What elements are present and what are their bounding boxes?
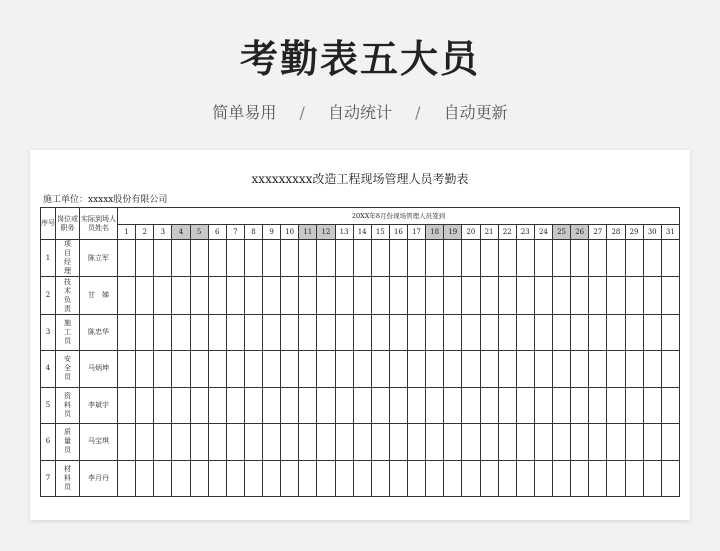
signin-cell[interactable] (299, 277, 317, 314)
signin-cell[interactable] (625, 277, 643, 314)
row-seq: 5 (41, 387, 56, 423)
signin-cell[interactable] (553, 240, 571, 277)
signin-cell[interactable] (516, 240, 534, 277)
signin-cell[interactable] (299, 351, 317, 387)
day-header: 25 (553, 225, 571, 240)
signin-cell[interactable] (625, 240, 643, 277)
signin-cell[interactable] (661, 314, 679, 350)
row-post: 项目经理 (56, 240, 80, 277)
signin-cell[interactable] (172, 460, 190, 496)
signin-cell[interactable] (136, 314, 154, 350)
signin-cell[interactable] (462, 240, 480, 277)
row-post: 资料员 (56, 387, 80, 423)
day-header-row (41, 225, 680, 240)
feature-easy: 简单易用 (212, 103, 277, 122)
signin-cell[interactable] (371, 351, 389, 387)
signin-cell[interactable] (281, 277, 299, 314)
signin-cell[interactable] (589, 460, 607, 496)
table-row (41, 351, 680, 387)
signin-cell[interactable] (263, 424, 281, 460)
signin-cell[interactable] (571, 424, 589, 460)
signin-cell[interactable] (408, 460, 426, 496)
day-header: 29 (625, 225, 643, 240)
signin-cell[interactable] (317, 351, 335, 387)
signin-cell[interactable] (371, 424, 389, 460)
day-header: 13 (335, 225, 353, 240)
signin-cell[interactable] (353, 424, 371, 460)
signin-cell[interactable] (589, 277, 607, 314)
signin-cell[interactable] (154, 460, 172, 496)
signin-cell[interactable] (444, 277, 462, 314)
signin-cell[interactable] (299, 460, 317, 496)
signin-cell[interactable] (190, 424, 208, 460)
signin-cell[interactable] (317, 240, 335, 277)
signin-cell[interactable] (480, 351, 498, 387)
signin-cell[interactable] (444, 424, 462, 460)
signin-cell[interactable] (607, 314, 625, 350)
day-header: 9 (263, 225, 281, 240)
feature-list (0, 100, 720, 123)
signin-cell[interactable] (534, 351, 552, 387)
signin-cell[interactable] (118, 277, 136, 314)
signin-cell[interactable] (589, 424, 607, 460)
day-header: 4 (172, 225, 190, 240)
signin-cell[interactable] (426, 277, 444, 314)
signin-cell[interactable] (154, 314, 172, 350)
signin-cell[interactable] (226, 387, 244, 423)
signin-cell[interactable] (408, 314, 426, 350)
signin-cell[interactable] (389, 240, 407, 277)
signin-cell[interactable] (607, 460, 625, 496)
signin-cell[interactable] (371, 277, 389, 314)
signin-cell[interactable] (444, 387, 462, 423)
signin-cell[interactable] (208, 277, 226, 314)
signin-cell[interactable] (607, 424, 625, 460)
signin-cell[interactable] (516, 351, 534, 387)
signin-cell[interactable] (371, 460, 389, 496)
signin-cell[interactable] (172, 351, 190, 387)
signin-cell[interactable] (335, 387, 353, 423)
signin-cell[interactable] (625, 314, 643, 350)
signin-cell[interactable] (553, 460, 571, 496)
signin-cell[interactable] (244, 351, 262, 387)
row-seq: 3 (41, 314, 56, 350)
signin-cell[interactable] (571, 387, 589, 423)
signin-cell[interactable] (371, 387, 389, 423)
signin-cell[interactable] (335, 351, 353, 387)
signin-cell[interactable] (317, 424, 335, 460)
signin-cell[interactable] (607, 351, 625, 387)
signin-cell[interactable] (154, 240, 172, 277)
signin-cell[interactable] (208, 351, 226, 387)
name-header: 实际到场人员姓名 (80, 208, 118, 240)
signin-cell[interactable] (226, 460, 244, 496)
signin-cell[interactable] (208, 240, 226, 277)
row-seq: 2 (41, 277, 56, 314)
signin-cell[interactable] (208, 387, 226, 423)
row-name: 李斌宇 (80, 387, 118, 423)
row-seq: 6 (41, 424, 56, 460)
signin-cell[interactable] (534, 460, 552, 496)
signin-cell[interactable] (661, 424, 679, 460)
signin-cell[interactable] (118, 240, 136, 277)
signin-cell[interactable] (462, 460, 480, 496)
day-header: 6 (208, 225, 226, 240)
signin-cell[interactable] (534, 240, 552, 277)
signin-cell[interactable] (136, 424, 154, 460)
signin-cell[interactable] (444, 351, 462, 387)
row-seq: 7 (41, 460, 56, 496)
signin-cell[interactable] (263, 240, 281, 277)
signin-cell[interactable] (589, 351, 607, 387)
row-post: 技术负责 (56, 277, 80, 314)
signin-cell[interactable] (480, 314, 498, 350)
signin-cell[interactable] (226, 314, 244, 350)
signin-cell[interactable] (589, 240, 607, 277)
signin-cell[interactable] (498, 387, 516, 423)
day-header: 16 (389, 225, 407, 240)
row-name: 马炳坤 (80, 351, 118, 387)
signin-cell[interactable] (299, 387, 317, 423)
signin-cell[interactable] (317, 387, 335, 423)
signin-cell[interactable] (154, 424, 172, 460)
table-row (41, 387, 680, 423)
signin-cell[interactable] (498, 314, 516, 350)
signin-cell[interactable] (643, 277, 661, 314)
signin-cell[interactable] (172, 424, 190, 460)
signin-cell[interactable] (136, 240, 154, 277)
day-header: 8 (244, 225, 262, 240)
signin-cell[interactable] (462, 314, 480, 350)
signin-cell[interactable] (244, 424, 262, 460)
row-seq: 1 (41, 240, 56, 277)
table-row (41, 314, 680, 350)
signin-cell[interactable] (299, 240, 317, 277)
signin-cell[interactable] (534, 314, 552, 350)
day-header: 23 (516, 225, 534, 240)
signin-cell[interactable] (516, 314, 534, 350)
signin-cell[interactable] (408, 351, 426, 387)
day-header: 15 (371, 225, 389, 240)
signin-cell[interactable] (244, 460, 262, 496)
signin-cell[interactable] (607, 240, 625, 277)
signin-cell[interactable] (643, 460, 661, 496)
signin-cell[interactable] (226, 277, 244, 314)
row-name: 李月丹 (80, 460, 118, 496)
table-row (41, 277, 680, 314)
signin-cell[interactable] (226, 424, 244, 460)
signin-cell[interactable] (661, 351, 679, 387)
table-row (41, 424, 680, 460)
signin-cell[interactable] (553, 277, 571, 314)
feature-auto-update: 自动更新 (443, 103, 508, 122)
signin-cell[interactable] (498, 351, 516, 387)
signin-cell[interactable] (281, 314, 299, 350)
row-post: 施工员 (56, 314, 80, 350)
signin-cell[interactable] (444, 240, 462, 277)
signin-cell[interactable] (426, 424, 444, 460)
signin-cell[interactable] (516, 460, 534, 496)
signin-cell[interactable] (154, 351, 172, 387)
post-header: 岗位或职务 (56, 208, 80, 240)
signin-cell[interactable] (172, 277, 190, 314)
signin-cell[interactable] (136, 460, 154, 496)
day-header: 5 (190, 225, 208, 240)
signin-cell[interactable] (244, 314, 262, 350)
signin-cell[interactable] (190, 351, 208, 387)
signin-cell[interactable] (299, 424, 317, 460)
signin-cell[interactable] (516, 277, 534, 314)
day-header: 2 (136, 225, 154, 240)
signin-cell[interactable] (498, 240, 516, 277)
signin-cell[interactable] (190, 387, 208, 423)
signin-cell[interactable] (534, 277, 552, 314)
separator: / (299, 103, 305, 122)
signin-cell[interactable] (643, 314, 661, 350)
day-header: 18 (426, 225, 444, 240)
signin-cell[interactable] (389, 460, 407, 496)
signin-cell[interactable] (226, 351, 244, 387)
signin-cell[interactable] (317, 460, 335, 496)
signin-cell[interactable] (353, 314, 371, 350)
row-seq: 4 (41, 351, 56, 387)
signin-cell[interactable] (426, 240, 444, 277)
day-header: 7 (226, 225, 244, 240)
signin-cell[interactable] (426, 460, 444, 496)
signin-cell[interactable] (389, 387, 407, 423)
signin-cell[interactable] (335, 424, 353, 460)
day-header: 12 (317, 225, 335, 240)
day-header: 27 (589, 225, 607, 240)
row-name: 陈立军 (80, 240, 118, 277)
signin-cell[interactable] (625, 387, 643, 423)
signin-cell[interactable] (480, 460, 498, 496)
day-header: 26 (571, 225, 589, 240)
signin-cell[interactable] (571, 277, 589, 314)
signin-cell[interactable] (335, 277, 353, 314)
signin-cell[interactable] (335, 240, 353, 277)
signin-cell[interactable] (498, 424, 516, 460)
signin-cell[interactable] (480, 424, 498, 460)
signin-cell[interactable] (426, 387, 444, 423)
signin-cell[interactable] (480, 277, 498, 314)
signin-cell[interactable] (353, 277, 371, 314)
signin-cell[interactable] (263, 277, 281, 314)
signin-cell[interactable] (353, 387, 371, 423)
signin-cell[interactable] (281, 424, 299, 460)
signin-cell[interactable] (643, 387, 661, 423)
signin-cell[interactable] (190, 277, 208, 314)
seq-header: 序号 (41, 208, 56, 240)
signin-cell[interactable] (190, 314, 208, 350)
page-title: 考勤表五大员 (239, 37, 480, 81)
attendance-sheet (30, 150, 690, 520)
signin-cell[interactable] (353, 351, 371, 387)
signin-cell[interactable] (136, 387, 154, 423)
day-header: 22 (498, 225, 516, 240)
signin-cell[interactable] (661, 387, 679, 423)
signin-cell[interactable] (335, 314, 353, 350)
signin-cell[interactable] (389, 351, 407, 387)
attendance-table (40, 207, 680, 497)
signin-cell[interactable] (553, 387, 571, 423)
signin-cell[interactable] (118, 460, 136, 496)
signin-cell[interactable] (516, 424, 534, 460)
signin-cell[interactable] (480, 387, 498, 423)
row-name: 陈忠华 (80, 314, 118, 350)
signin-cell[interactable] (462, 387, 480, 423)
signin-cell[interactable] (589, 387, 607, 423)
table-row (41, 240, 680, 277)
row-name: 甘 娣 (80, 277, 118, 314)
day-header: 24 (534, 225, 552, 240)
day-header: 1 (118, 225, 136, 240)
signin-cell[interactable] (408, 387, 426, 423)
signin-cell[interactable] (625, 351, 643, 387)
signin-cell[interactable] (571, 460, 589, 496)
table-row (41, 460, 680, 496)
signin-cell[interactable] (643, 240, 661, 277)
signin-cell[interactable] (589, 314, 607, 350)
signin-cell[interactable] (208, 424, 226, 460)
signin-cell[interactable] (244, 387, 262, 423)
signin-cell[interactable] (190, 240, 208, 277)
signin-cell[interactable] (534, 424, 552, 460)
signin-cell[interactable] (172, 240, 190, 277)
signin-cell[interactable] (136, 351, 154, 387)
signin-cell[interactable] (426, 351, 444, 387)
signin-cell[interactable] (281, 460, 299, 496)
signin-cell[interactable] (118, 387, 136, 423)
sheet-title: xxxxxxxxx改造工程现场管理人员考勤表 (251, 172, 469, 186)
signin-cell[interactable] (571, 240, 589, 277)
day-header: 10 (281, 225, 299, 240)
signin-cell[interactable] (389, 424, 407, 460)
signin-cell[interactable] (263, 460, 281, 496)
day-header: 11 (299, 225, 317, 240)
day-header: 17 (408, 225, 426, 240)
signin-cell[interactable] (118, 314, 136, 350)
signin-cell[interactable] (226, 240, 244, 277)
signin-cell[interactable] (643, 351, 661, 387)
unit-label: 施工单位：xxxxx股份有限公司 (43, 195, 168, 205)
signin-cell[interactable] (553, 351, 571, 387)
day-header: 19 (444, 225, 462, 240)
signin-cell[interactable] (408, 240, 426, 277)
signin-cell[interactable] (462, 277, 480, 314)
signin-cell[interactable] (625, 424, 643, 460)
signin-cell[interactable] (444, 314, 462, 350)
day-header: 28 (607, 225, 625, 240)
row-post: 材料员 (56, 460, 80, 496)
signin-cell[interactable] (281, 387, 299, 423)
signin-cell[interactable] (371, 314, 389, 350)
row-post: 质量员 (56, 424, 80, 460)
signin-cell[interactable] (353, 240, 371, 277)
signin-cell[interactable] (571, 314, 589, 350)
signin-cell[interactable] (371, 240, 389, 277)
header-row (41, 208, 680, 225)
day-header: 30 (643, 225, 661, 240)
signin-cell[interactable] (136, 277, 154, 314)
signin-cell[interactable] (118, 351, 136, 387)
day-header: 14 (353, 225, 371, 240)
signin-cell[interactable] (317, 277, 335, 314)
signin-cell[interactable] (154, 387, 172, 423)
signin-cell[interactable] (553, 314, 571, 350)
day-header: 31 (661, 225, 679, 240)
signin-cell[interactable] (353, 460, 371, 496)
signin-cell[interactable] (534, 387, 552, 423)
signin-cell[interactable] (643, 424, 661, 460)
signin-cell[interactable] (281, 240, 299, 277)
day-header: 3 (154, 225, 172, 240)
signin-cell[interactable] (154, 277, 172, 314)
signin-cell[interactable] (208, 460, 226, 496)
signin-cell[interactable] (426, 314, 444, 350)
signin-cell[interactable] (263, 314, 281, 350)
signin-cell[interactable] (335, 460, 353, 496)
signin-cell[interactable] (607, 387, 625, 423)
signin-cell[interactable] (299, 314, 317, 350)
signin-cell[interactable] (498, 460, 516, 496)
signin-cell[interactable] (172, 314, 190, 350)
signin-cell[interactable] (389, 314, 407, 350)
signin-cell[interactable] (208, 314, 226, 350)
signin-cell[interactable] (462, 351, 480, 387)
signin-cell[interactable] (462, 424, 480, 460)
signin-cell[interactable] (607, 277, 625, 314)
signin-cell[interactable] (480, 240, 498, 277)
signin-cell[interactable] (661, 460, 679, 496)
day-header: 21 (480, 225, 498, 240)
signin-cell[interactable] (516, 387, 534, 423)
signin-cell[interactable] (389, 277, 407, 314)
signin-cell[interactable] (281, 351, 299, 387)
signin-cell[interactable] (244, 240, 262, 277)
signin-cell[interactable] (244, 277, 262, 314)
signin-cell[interactable] (190, 460, 208, 496)
signin-cell[interactable] (172, 387, 190, 423)
signin-cell[interactable] (317, 314, 335, 350)
signin-cell[interactable] (553, 424, 571, 460)
signin-cell[interactable] (263, 387, 281, 423)
row-post: 安全员 (56, 351, 80, 387)
signin-cell[interactable] (118, 424, 136, 460)
separator: / (415, 103, 421, 122)
signin-span-header: 20XX年8月份现场管理人员签到 (118, 208, 680, 225)
row-name: 马宝琪 (80, 424, 118, 460)
signin-cell[interactable] (661, 277, 679, 314)
signin-cell[interactable] (444, 460, 462, 496)
signin-cell[interactable] (498, 277, 516, 314)
signin-cell[interactable] (408, 277, 426, 314)
day-header: 20 (462, 225, 480, 240)
feature-auto-stats: 自动统计 (327, 103, 392, 122)
signin-cell[interactable] (571, 351, 589, 387)
signin-cell[interactable] (661, 240, 679, 277)
signin-cell[interactable] (625, 460, 643, 496)
signin-cell[interactable] (263, 351, 281, 387)
signin-cell[interactable] (408, 424, 426, 460)
